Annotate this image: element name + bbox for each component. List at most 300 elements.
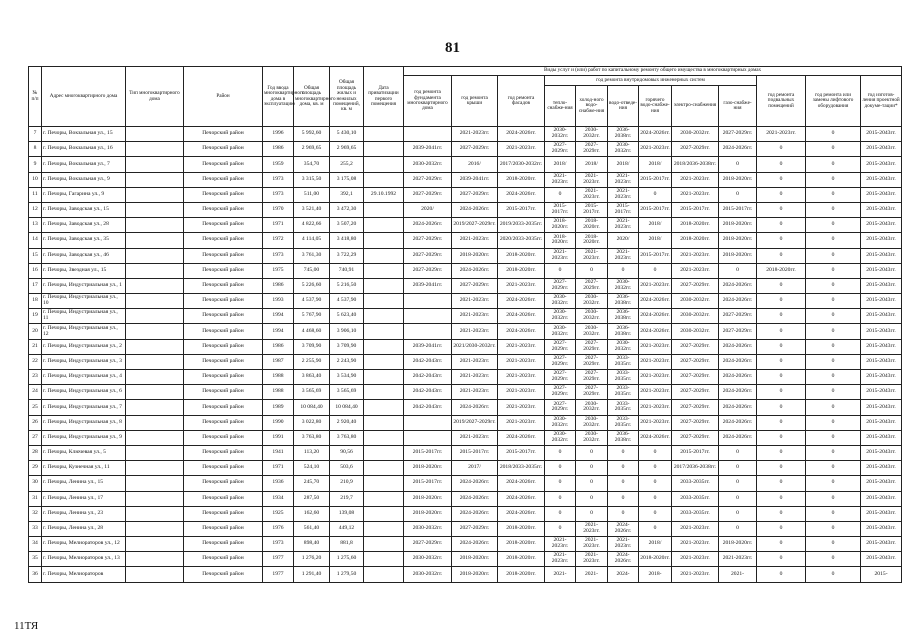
cell-district: Печорский район <box>184 248 263 263</box>
cell-priv <box>364 476 404 491</box>
cell-cold: 2030-2032гг. <box>576 309 608 324</box>
cell-lift: 0 <box>806 445 861 460</box>
cell-elec: 2030-2032гг. <box>672 324 719 339</box>
cell-found: 2039-2041гг. <box>404 142 452 157</box>
cell-found: 2015-2017гг. <box>404 476 452 491</box>
cell-year: 1987 <box>263 354 294 369</box>
cell-hot: 2021-2023гг. <box>639 385 672 400</box>
cell-base: 0 <box>757 218 806 233</box>
cell-facade: 2021-2023гг. <box>498 142 545 157</box>
cell-gas: 2024-2026гг. <box>719 354 757 369</box>
cell-cold: 2021-2023гг. <box>576 552 608 567</box>
cell-type <box>126 370 184 385</box>
cell-facade: 2021-2023гг. <box>498 278 545 293</box>
cell-n: 19 <box>29 309 42 324</box>
cell-base: 0 <box>757 324 806 339</box>
cell-sewer: 0 <box>608 445 639 460</box>
cell-lift: 0 <box>806 476 861 491</box>
cell-found: 2042-2043гг. <box>404 385 452 400</box>
cell-found <box>404 415 452 430</box>
footer-mark: 11ТЯ <box>14 620 39 632</box>
cell-total: 3 863,40 <box>294 370 330 385</box>
table-row <box>29 415 902 430</box>
cell-roof: 2024-2026гг. <box>452 263 498 278</box>
cell-year: 1970 <box>263 202 294 217</box>
cell-roof: 2027-2029гг. <box>452 521 498 536</box>
cell-hot: 2024-2026гг. <box>639 430 672 445</box>
cell-elec: 2021-2023гг. <box>672 521 719 536</box>
cell-type <box>126 294 184 309</box>
cell-cold: 2018-2020гг. <box>576 218 608 233</box>
cell-hot: 2015-2017гг. <box>639 248 672 263</box>
cell-facade: 2018-2020гг. <box>498 263 545 278</box>
cell-facade: 2024-2026гг. <box>498 127 545 142</box>
cell-base: 2021-2023гг. <box>757 127 806 142</box>
cell-type <box>126 415 184 430</box>
cell-elec: 2027-2029гг. <box>672 142 719 157</box>
cell-hot: 0 <box>639 263 672 278</box>
cell-lift: 0 <box>806 385 861 400</box>
cell-cold: 2021-2023гг. <box>576 187 608 202</box>
cell-living: 255,2 <box>330 157 364 172</box>
cell-living: 2 243,90 <box>330 354 364 369</box>
cell-sewer: 0 <box>608 263 639 278</box>
cell-heat: 2027-2029гг. <box>545 354 576 369</box>
cell-roof: 2019/2027-2029гг. <box>452 218 498 233</box>
cell-gas: 0 <box>719 157 757 172</box>
cell-heat: 0 <box>545 521 576 536</box>
cell-design: 2015-2043гг. <box>861 430 902 445</box>
cell-living: 4 537,90 <box>330 294 364 309</box>
cell-roof: 2018-2020гг. <box>452 552 498 567</box>
table-row <box>29 354 902 369</box>
cell-sewer: 2024- <box>608 567 639 582</box>
cell-addr: г. Печоры, Ленина ул., 28 <box>42 521 126 536</box>
cell-base: 0 <box>757 202 806 217</box>
cell-n: 25 <box>29 400 42 415</box>
cell-living: 1 279,50 <box>330 567 364 582</box>
cell-facade: 2024-2026гг. <box>498 294 545 309</box>
cell-type <box>126 385 184 400</box>
cell-year: 1991 <box>263 430 294 445</box>
cell-priv <box>364 248 404 263</box>
cell-roof: 2021-2023гг. <box>452 309 498 324</box>
col-num: № п/п <box>29 67 42 127</box>
cell-base: 0 <box>757 537 806 552</box>
table-row <box>29 294 902 309</box>
cell-priv <box>364 142 404 157</box>
cell-lift: 0 <box>806 233 861 248</box>
cell-total: 3 763,80 <box>294 430 330 445</box>
cell-roof: 2024-2026гг. <box>452 491 498 506</box>
cell-facade: 2018-2020гг. <box>498 567 545 582</box>
cell-total: 287,50 <box>294 491 330 506</box>
cell-elec: 2015-2017гг. <box>672 202 719 217</box>
cell-district: Печорский район <box>184 476 263 491</box>
cell-year: 1972 <box>263 233 294 248</box>
cell-type <box>126 445 184 460</box>
cell-cold: 0 <box>576 491 608 506</box>
cell-found: 2020/ <box>404 202 452 217</box>
cell-design: 2015-2043гг. <box>861 491 902 506</box>
cell-gas: 2018-2020гг. <box>719 218 757 233</box>
cell-district: Печорский район <box>184 445 263 460</box>
cell-year: 1973 <box>263 537 294 552</box>
cell-gas: 0 <box>719 476 757 491</box>
cell-cold: 2021-2023гг. <box>576 521 608 536</box>
cell-roof: 2017/ <box>452 461 498 476</box>
cell-addr: г. Печоры, Индустриальная ул., 2 <box>42 339 126 354</box>
cell-gas: 2018-2020гг. <box>719 537 757 552</box>
cell-base: 0 <box>757 278 806 293</box>
cell-n: 8 <box>29 142 42 157</box>
cell-found: 2027-2029гг. <box>404 233 452 248</box>
cell-cold: 2027-2029гг. <box>576 278 608 293</box>
cell-gas: 0 <box>719 491 757 506</box>
cell-elec: 2030-2032гг. <box>672 294 719 309</box>
cell-cold: 2018/ <box>576 157 608 172</box>
cell-n: 24 <box>29 385 42 400</box>
cell-priv <box>364 127 404 142</box>
cell-priv <box>364 309 404 324</box>
cell-priv <box>364 400 404 415</box>
cell-district: Печорский район <box>184 354 263 369</box>
cell-year: 1993 <box>263 294 294 309</box>
cell-base: 0 <box>757 552 806 567</box>
col-year: Год ввода многоквартирного дома в эксплуатацию <box>263 67 294 127</box>
col-foundation: год ремонта фундамента многоквартирного дома <box>404 76 452 127</box>
cell-gas: 0 <box>719 263 757 278</box>
cell-n: 21 <box>29 339 42 354</box>
cell-district: Печорский район <box>184 309 263 324</box>
cell-sewer: 2033-2035гг. <box>608 415 639 430</box>
cell-hot: 2015-2017гг. <box>639 172 672 187</box>
cell-found <box>404 294 452 309</box>
col-design: год изготов-ления проектной докуме-тации* <box>861 76 902 127</box>
cell-roof: 2021-2023гг. <box>452 354 498 369</box>
cell-elec: 2015-2017гг. <box>672 445 719 460</box>
cell-priv <box>364 324 404 339</box>
cell-addr: г. Печоры, Индустриальная ул., 3 <box>42 354 126 369</box>
table-row <box>29 324 902 339</box>
cell-type <box>126 127 184 142</box>
cell-elec: 2027-2029гг. <box>672 278 719 293</box>
cell-gas: 2027-2029гг. <box>719 324 757 339</box>
cell-roof: 2021-2023гг. <box>452 385 498 400</box>
cell-design: 2015-2043гг. <box>861 157 902 172</box>
cell-living: 210,9 <box>330 476 364 491</box>
cell-found <box>404 127 452 142</box>
cell-found <box>404 309 452 324</box>
cell-priv <box>364 430 404 445</box>
cell-facade: 2021-2023гг. <box>498 415 545 430</box>
cell-priv <box>364 218 404 233</box>
cell-n: 23 <box>29 370 42 385</box>
cell-addr: г. Печоры, Индустриальная ул., 4 <box>42 370 126 385</box>
cell-elec: 2030-2032гг. <box>672 309 719 324</box>
table-row <box>29 278 902 293</box>
cell-facade: 2021-2023гг. <box>498 339 545 354</box>
cell-n: 22 <box>29 354 42 369</box>
cell-district: Печорский район <box>184 172 263 187</box>
cell-total: 898,40 <box>294 537 330 552</box>
cell-gas: 0 <box>719 187 757 202</box>
cell-facade: 2024-2026гг. <box>498 506 545 521</box>
cell-hot: 2024-2026гг. <box>639 127 672 142</box>
cell-n: 31 <box>29 491 42 506</box>
cell-district: Печорский район <box>184 233 263 248</box>
cell-total: 5 226,60 <box>294 278 330 293</box>
cell-type <box>126 157 184 172</box>
cell-found: 2024-2026гг. <box>404 218 452 233</box>
cell-elec: 2018/2036-2038гг. <box>672 157 719 172</box>
cell-base: 0 <box>757 233 806 248</box>
cell-design: 2015-2043гг. <box>861 127 902 142</box>
cell-lift: 0 <box>806 278 861 293</box>
cell-roof: 2039-2041гг. <box>452 172 498 187</box>
cell-lift: 0 <box>806 354 861 369</box>
cell-base: 0 <box>757 354 806 369</box>
cell-priv <box>364 172 404 187</box>
table-row <box>29 445 902 460</box>
table-row <box>29 506 902 521</box>
cell-priv <box>364 445 404 460</box>
col-roof: год ремонта крыши <box>452 76 498 127</box>
cell-design: 2015-2043гг. <box>861 218 902 233</box>
cell-heat: 0 <box>545 476 576 491</box>
cell-base: 0 <box>757 142 806 157</box>
cell-sewer: 2021-2023гг. <box>608 172 639 187</box>
cell-facade: 2024-2026гг. <box>498 476 545 491</box>
cell-n: 13 <box>29 218 42 233</box>
cell-facade: 2017/2030-2032гг. <box>498 157 545 172</box>
cell-total: 10 084,40 <box>294 400 330 415</box>
cell-lift: 0 <box>806 294 861 309</box>
cell-total: 3 315,50 <box>294 172 330 187</box>
col-district: Район <box>184 67 263 127</box>
cell-facade: 2018-2020гг. <box>498 248 545 263</box>
cell-living: 5 430,10 <box>330 127 364 142</box>
cell-hot: 2021-2023гг. <box>639 278 672 293</box>
cell-total: 162,60 <box>294 506 330 521</box>
table-row <box>29 476 902 491</box>
cell-year: 1989 <box>263 400 294 415</box>
cell-type <box>126 309 184 324</box>
cell-gas: 2018-2020гг. <box>719 172 757 187</box>
cell-design: 2015-2043гг. <box>861 506 902 521</box>
cell-heat: 2027-2029гг. <box>545 339 576 354</box>
cell-lift: 0 <box>806 552 861 567</box>
cell-lift: 0 <box>806 415 861 430</box>
cell-priv <box>364 567 404 582</box>
cell-cold: 2030-2032гг. <box>576 294 608 309</box>
cell-sewer: 2033-2035гг. <box>608 354 639 369</box>
cell-addr: г. Печоры, Индустриальная ул., 10 <box>42 294 126 309</box>
cell-hot: 2015-2017гг. <box>639 202 672 217</box>
cell-type <box>126 233 184 248</box>
cell-district: Печорский район <box>184 187 263 202</box>
cell-lift: 0 <box>806 172 861 187</box>
col-sewer: водо-отведе-ния <box>608 86 639 127</box>
cell-sewer: 2018/ <box>608 157 639 172</box>
cell-roof: 2024-2026гг. <box>452 400 498 415</box>
cell-year: 1986 <box>263 339 294 354</box>
cell-type <box>126 187 184 202</box>
cell-design: 2015-2043гг. <box>861 385 902 400</box>
cell-year: 1941 <box>263 445 294 460</box>
cell-design: 2015-2043гг. <box>861 476 902 491</box>
cell-cold: 2027-2029гг. <box>576 142 608 157</box>
cell-district: Печорский район <box>184 294 263 309</box>
cell-facade: 2021-2023гг. <box>498 400 545 415</box>
cell-cold: 2030-2032гг. <box>576 400 608 415</box>
cell-living: 881,8 <box>330 537 364 552</box>
col-basement: год ремонта подвальных помещений <box>757 76 806 127</box>
cell-elec: 2033-2035гг. <box>672 491 719 506</box>
cell-gas: 2024-2026гг. <box>719 385 757 400</box>
table-row <box>29 172 902 187</box>
table-body <box>29 127 902 583</box>
cell-total: 561,40 <box>294 521 330 536</box>
table-row <box>29 430 902 445</box>
cell-priv: 29.10.1992 <box>364 187 404 202</box>
cell-base: 0 <box>757 461 806 476</box>
cell-lift: 0 <box>806 187 861 202</box>
cell-priv <box>364 354 404 369</box>
cell-district: Печорский район <box>184 537 263 552</box>
cell-living: 3 565,69 <box>330 385 364 400</box>
cell-lift: 0 <box>806 461 861 476</box>
cell-district: Печорский район <box>184 430 263 445</box>
cell-living: 3 906,10 <box>330 324 364 339</box>
cell-found: 2030-2032гг. <box>404 521 452 536</box>
cell-living: 219,7 <box>330 491 364 506</box>
col-electric: электро-снабжения <box>672 86 719 127</box>
table-row <box>29 385 902 400</box>
cell-addr: г. Печоры, Индустриальная ул., 8 <box>42 415 126 430</box>
cell-hot: 0 <box>639 491 672 506</box>
cell-design: 2015-2043гг. <box>861 202 902 217</box>
cell-hot: 2021-2023гг. <box>639 354 672 369</box>
col-lift: год ремонта или замены лифтового оборудования <box>806 76 861 127</box>
cell-heat: 2018/ <box>545 157 576 172</box>
cell-cold: 2027-2029гг. <box>576 339 608 354</box>
cell-roof: 2024-2026гг. <box>452 506 498 521</box>
cell-lift: 0 <box>806 218 861 233</box>
cell-base: 0 <box>757 309 806 324</box>
cell-district: Печорский район <box>184 370 263 385</box>
cell-cold: 0 <box>576 263 608 278</box>
cell-facade: 2015-2017гг. <box>498 445 545 460</box>
cell-year: 1986 <box>263 142 294 157</box>
col-gas: газо-снабже-ния <box>719 86 757 127</box>
cell-hot: 0 <box>639 461 672 476</box>
cell-type <box>126 552 184 567</box>
cell-year: 1994 <box>263 309 294 324</box>
table-row <box>29 552 902 567</box>
cell-heat: 2027-2029гг. <box>545 142 576 157</box>
cell-base: 0 <box>757 187 806 202</box>
cell-gas: 2024-2026гг. <box>719 430 757 445</box>
cell-sewer: 2020/ <box>608 233 639 248</box>
cell-total: 2 255,90 <box>294 354 330 369</box>
cell-sewer: 2033-2035гг. <box>608 385 639 400</box>
cell-heat: 2018-2020гг. <box>545 218 576 233</box>
cell-total: 1 291,40 <box>294 567 330 582</box>
cell-n: 29 <box>29 461 42 476</box>
cell-addr: г. Печоры, Ленина ул., 23 <box>42 506 126 521</box>
cell-addr: г. Печоры, Индустриальная ул., 1 <box>42 278 126 293</box>
cell-heat: 2021-2023гг. <box>545 172 576 187</box>
cell-elec: 2027-2029гг. <box>672 385 719 400</box>
cell-addr: г. Печоры, Вокзальная ул., 9 <box>42 172 126 187</box>
cell-cold: 0 <box>576 445 608 460</box>
cell-addr: г. Печоры, Мелиораторов <box>42 567 126 582</box>
cell-roof: 2016/ <box>452 157 498 172</box>
cell-roof: 2021-2023гг. <box>452 430 498 445</box>
cell-roof: 2024-2026гг. <box>452 537 498 552</box>
cell-facade: 2018/2033-2035гг. <box>498 461 545 476</box>
cell-found <box>404 430 452 445</box>
cell-hot: 2024-2026гг. <box>639 324 672 339</box>
cell-heat: 2021-2023гг. <box>545 552 576 567</box>
cell-roof: 2019/2027-2029гг. <box>452 415 498 430</box>
cell-heat: 2021-2023гг. <box>545 537 576 552</box>
cell-design: 2015-2043гг. <box>861 187 902 202</box>
cell-sewer: 0 <box>608 476 639 491</box>
cell-cold: 2030-2032гг. <box>576 415 608 430</box>
cell-elec: 2030-2032гг. <box>672 127 719 142</box>
cell-base: 0 <box>757 445 806 460</box>
cell-design: 2015-2043гг. <box>861 370 902 385</box>
page-number: 81 <box>445 40 460 56</box>
cell-district: Печорский район <box>184 157 263 172</box>
cell-gas: 2027-2029гг. <box>719 309 757 324</box>
cell-found: 2018-2020гг. <box>404 506 452 521</box>
cell-gas: 2021-2023гг. <box>719 552 757 567</box>
cell-design: 2015-2043гг. <box>861 294 902 309</box>
cell-addr: г. Печоры, Заводская ул., 15 <box>42 202 126 217</box>
cell-year: 1977 <box>263 567 294 582</box>
cell-district: Печорский район <box>184 218 263 233</box>
cell-n: 36 <box>29 567 42 582</box>
table-row <box>29 491 902 506</box>
cell-district: Печорский район <box>184 400 263 415</box>
cell-priv <box>364 521 404 536</box>
cell-addr: г. Печоры, Мелиораторов ул., 12 <box>42 537 126 552</box>
cell-district: Печорский район <box>184 324 263 339</box>
cell-cold: 2018-2020гг. <box>576 233 608 248</box>
cell-elec: 2027-2029гг. <box>672 400 719 415</box>
cell-heat: 0 <box>545 263 576 278</box>
cell-priv <box>364 233 404 248</box>
cell-sewer: 0 <box>608 506 639 521</box>
cell-addr: г. Печоры, Заводская ул., 46 <box>42 248 126 263</box>
cell-gas: 2015-2017гг. <box>719 202 757 217</box>
cell-living: 503,6 <box>330 461 364 476</box>
cell-district: Печорский район <box>184 127 263 142</box>
table-row <box>29 263 902 278</box>
cell-n: 35 <box>29 552 42 567</box>
cell-sewer: 2030-2032гг. <box>608 339 639 354</box>
cell-living: 5 623,40 <box>330 309 364 324</box>
cell-design: 2015-2043гг. <box>861 415 902 430</box>
cell-elec: 2021-2023гг. <box>672 248 719 263</box>
cell-lift: 0 <box>806 157 861 172</box>
cell-district: Печорский район <box>184 142 263 157</box>
cell-cold: 2030-2032гг. <box>576 324 608 339</box>
cell-type <box>126 476 184 491</box>
